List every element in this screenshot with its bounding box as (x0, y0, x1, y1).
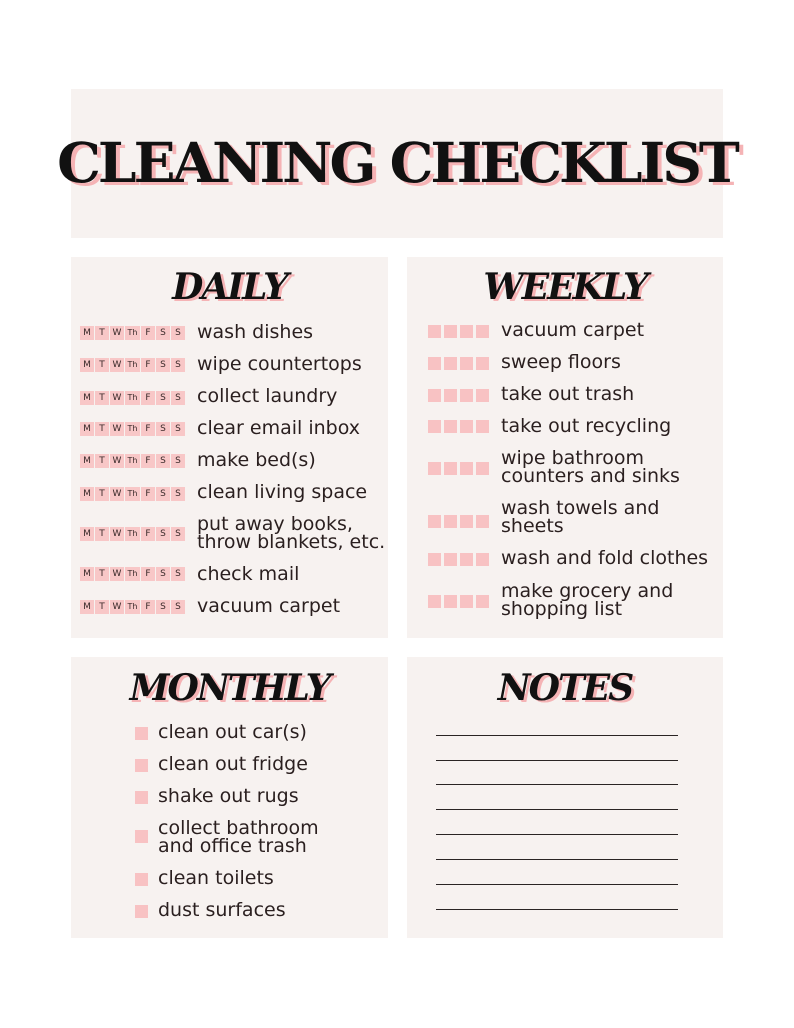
day-checkbox-wednesday[interactable]: W (110, 391, 124, 405)
monthly-checkbox[interactable] (135, 759, 148, 772)
day-checkbox-sunday[interactable]: S (171, 454, 185, 468)
day-checkbox-tuesday[interactable]: T (95, 358, 109, 372)
week-2-checkbox[interactable] (444, 595, 457, 608)
note-line[interactable] (436, 809, 678, 810)
day-checkboxes (80, 567, 185, 581)
week-3-checkbox[interactable] (460, 420, 473, 433)
week-2-checkbox[interactable] (444, 515, 457, 528)
day-checkbox-thursday[interactable]: Th (125, 487, 140, 501)
day-checkboxes (80, 527, 185, 541)
week-1-checkbox[interactable] (428, 515, 441, 528)
week-checkboxes (428, 462, 489, 475)
day-checkboxes (80, 358, 185, 372)
day-checkbox-wednesday[interactable]: W (110, 358, 124, 372)
monthly-checkbox[interactable] (135, 791, 148, 804)
note-line[interactable] (436, 859, 678, 860)
week-1-checkbox[interactable] (428, 325, 441, 338)
day-checkbox-friday[interactable]: F (141, 567, 155, 581)
day-checkbox-wednesday[interactable]: W (110, 567, 124, 581)
week-4-checkbox[interactable] (476, 515, 489, 528)
day-checkbox-monday[interactable]: M (80, 527, 94, 541)
week-3-checkbox[interactable] (460, 389, 473, 402)
day-checkbox-sunday[interactable]: S (171, 326, 185, 340)
monthly-item-label: shake out rugs (158, 785, 299, 807)
day-checkbox-saturday[interactable]: S (156, 326, 170, 340)
weekly-item-label: vacuum carpet (501, 319, 645, 341)
week-4-checkbox[interactable] (476, 595, 489, 608)
day-checkbox-thursday[interactable]: Th (125, 600, 140, 614)
week-2-checkbox[interactable] (444, 325, 457, 338)
week-4-checkbox[interactable] (476, 553, 489, 566)
week-checkboxes (428, 389, 489, 402)
day-checkbox-friday[interactable]: F (141, 527, 155, 541)
day-checkbox-saturday[interactable]: S (156, 391, 170, 405)
day-checkboxes (80, 391, 185, 405)
day-checkbox-tuesday[interactable]: T (95, 454, 109, 468)
weekly-item-label: wash and fold clothes (501, 547, 709, 569)
day-checkbox-monday[interactable]: M (80, 567, 94, 581)
monthly-checkbox[interactable] (135, 727, 148, 740)
day-checkbox-wednesday[interactable]: W (110, 600, 124, 614)
page-title: CLEANING CHECKLIST (57, 130, 737, 195)
day-checkbox-wednesday[interactable]: W (110, 487, 124, 501)
day-checkbox-tuesday[interactable]: T (95, 527, 109, 541)
day-checkbox-tuesday[interactable]: T (95, 422, 109, 436)
day-checkbox-tuesday[interactable]: T (95, 567, 109, 581)
week-3-checkbox[interactable] (460, 515, 473, 528)
week-2-checkbox[interactable] (444, 553, 457, 566)
note-line[interactable] (436, 760, 678, 761)
day-checkbox-thursday[interactable]: Th (125, 358, 140, 372)
note-line[interactable] (436, 784, 678, 785)
week-3-checkbox[interactable] (460, 553, 473, 566)
day-checkboxes (80, 454, 185, 468)
note-line[interactable] (436, 834, 678, 835)
day-checkbox-monday[interactable]: M (80, 358, 94, 372)
day-checkbox-thursday[interactable]: Th (125, 326, 140, 340)
notes-heading: NOTES (497, 667, 633, 709)
day-checkbox-monday[interactable]: M (80, 600, 94, 614)
day-checkbox-tuesday[interactable]: T (95, 326, 109, 340)
day-checkbox-tuesday[interactable]: T (95, 600, 109, 614)
week-3-checkbox[interactable] (460, 325, 473, 338)
week-3-checkbox[interactable] (460, 462, 473, 475)
day-checkbox-wednesday[interactable]: W (110, 454, 124, 468)
day-checkbox-monday[interactable]: M (80, 422, 94, 436)
monthly-item-label: clean out car(s) (158, 721, 307, 743)
week-1-checkbox[interactable] (428, 420, 441, 433)
week-2-checkbox[interactable] (444, 357, 457, 370)
week-4-checkbox[interactable] (476, 462, 489, 475)
day-checkbox-friday[interactable]: F (141, 600, 155, 614)
week-checkboxes (428, 357, 489, 370)
day-checkboxes (80, 326, 185, 340)
day-checkbox-saturday[interactable]: S (156, 454, 170, 468)
daily-item-label: put away books, throw blankets, etc. (197, 513, 386, 553)
week-checkboxes (428, 325, 489, 338)
daily-item-label: collect laundry (197, 385, 338, 407)
weekly-item-label: sweep floors (501, 351, 621, 373)
monthly-item-label: dust surfaces (158, 899, 286, 921)
day-checkbox-friday[interactable]: F (141, 326, 155, 340)
week-4-checkbox[interactable] (476, 420, 489, 433)
day-checkbox-friday[interactable]: F (141, 422, 155, 436)
week-3-checkbox[interactable] (460, 357, 473, 370)
day-checkbox-wednesday[interactable]: W (110, 422, 124, 436)
week-2-checkbox[interactable] (444, 462, 457, 475)
daily-item-label: wipe countertops (197, 353, 362, 375)
day-checkbox-friday[interactable]: F (141, 454, 155, 468)
monthly-heading: MONTHLY (129, 667, 330, 709)
note-line[interactable] (436, 909, 678, 910)
week-checkboxes (428, 515, 489, 528)
week-4-checkbox[interactable] (476, 325, 489, 338)
week-3-checkbox[interactable] (460, 595, 473, 608)
day-checkbox-monday[interactable]: M (80, 487, 94, 501)
monthly-item-label: clean out fridge (158, 753, 308, 775)
daily-item-label: wash dishes (197, 321, 314, 343)
day-checkbox-sunday[interactable]: S (171, 527, 185, 541)
weekly-item-label: wash towels and sheets (501, 497, 660, 537)
week-1-checkbox[interactable] (428, 357, 441, 370)
day-checkbox-sunday[interactable]: S (171, 358, 185, 372)
week-1-checkbox[interactable] (428, 595, 441, 608)
weekly-item-label: take out recycling (501, 415, 672, 437)
week-checkboxes (428, 553, 489, 566)
weekly-item-label: make grocery and shopping list (501, 580, 674, 620)
day-checkbox-saturday[interactable]: S (156, 600, 170, 614)
week-1-checkbox[interactable] (428, 389, 441, 402)
week-2-checkbox[interactable] (444, 389, 457, 402)
weekly-item-label: wipe bathroom counters and sinks (501, 447, 680, 487)
note-line[interactable] (436, 884, 678, 885)
day-checkbox-sunday[interactable]: S (171, 487, 185, 501)
day-checkbox-thursday[interactable]: Th (125, 527, 140, 541)
day-checkbox-thursday[interactable]: Th (125, 422, 140, 436)
day-checkbox-monday[interactable]: M (80, 391, 94, 405)
weekly-item-label: take out trash (501, 383, 635, 405)
day-checkboxes (80, 422, 185, 436)
daily-heading: DAILY (172, 266, 287, 308)
weekly-heading: WEEKLY (483, 266, 647, 308)
day-checkbox-friday[interactable]: F (141, 391, 155, 405)
week-checkboxes (428, 420, 489, 433)
day-checkbox-friday[interactable]: F (141, 358, 155, 372)
week-4-checkbox[interactable] (476, 389, 489, 402)
day-checkbox-tuesday[interactable]: T (95, 391, 109, 405)
day-checkbox-sunday[interactable]: S (171, 567, 185, 581)
day-checkbox-thursday[interactable]: Th (125, 391, 140, 405)
week-2-checkbox[interactable] (444, 420, 457, 433)
day-checkbox-saturday[interactable]: S (156, 487, 170, 501)
day-checkbox-saturday[interactable]: S (156, 567, 170, 581)
daily-item-label: clean living space (197, 481, 368, 503)
day-checkbox-friday[interactable]: F (141, 487, 155, 501)
day-checkbox-tuesday[interactable]: T (95, 487, 109, 501)
day-checkboxes (80, 487, 185, 501)
day-checkboxes (80, 600, 185, 614)
day-checkbox-monday[interactable]: M (80, 326, 94, 340)
week-1-checkbox[interactable] (428, 553, 441, 566)
day-checkbox-sunday[interactable]: S (171, 600, 185, 614)
monthly-checkbox[interactable] (135, 830, 148, 843)
day-checkbox-sunday[interactable]: S (171, 422, 185, 436)
day-checkbox-monday[interactable]: M (80, 454, 94, 468)
daily-item-label: clear email inbox (197, 417, 361, 439)
note-line[interactable] (436, 735, 678, 736)
day-checkbox-thursday[interactable]: Th (125, 567, 140, 581)
daily-item-label: check mail (197, 563, 300, 585)
day-checkbox-sunday[interactable]: S (171, 391, 185, 405)
week-1-checkbox[interactable] (428, 462, 441, 475)
daily-item-label: make bed(s) (197, 449, 316, 471)
monthly-checkbox[interactable] (135, 873, 148, 886)
monthly-item-label: clean toilets (158, 867, 274, 889)
day-checkbox-wednesday[interactable]: W (110, 527, 124, 541)
day-checkbox-saturday[interactable]: S (156, 527, 170, 541)
daily-item-label: vacuum carpet (197, 595, 341, 617)
day-checkbox-saturday[interactable]: S (156, 422, 170, 436)
week-checkboxes (428, 595, 489, 608)
day-checkbox-wednesday[interactable]: W (110, 326, 124, 340)
monthly-checkbox[interactable] (135, 905, 148, 918)
day-checkbox-thursday[interactable]: Th (125, 454, 140, 468)
day-checkbox-saturday[interactable]: S (156, 358, 170, 372)
week-4-checkbox[interactable] (476, 357, 489, 370)
monthly-item-label: collect bathroom and office trash (158, 817, 319, 857)
